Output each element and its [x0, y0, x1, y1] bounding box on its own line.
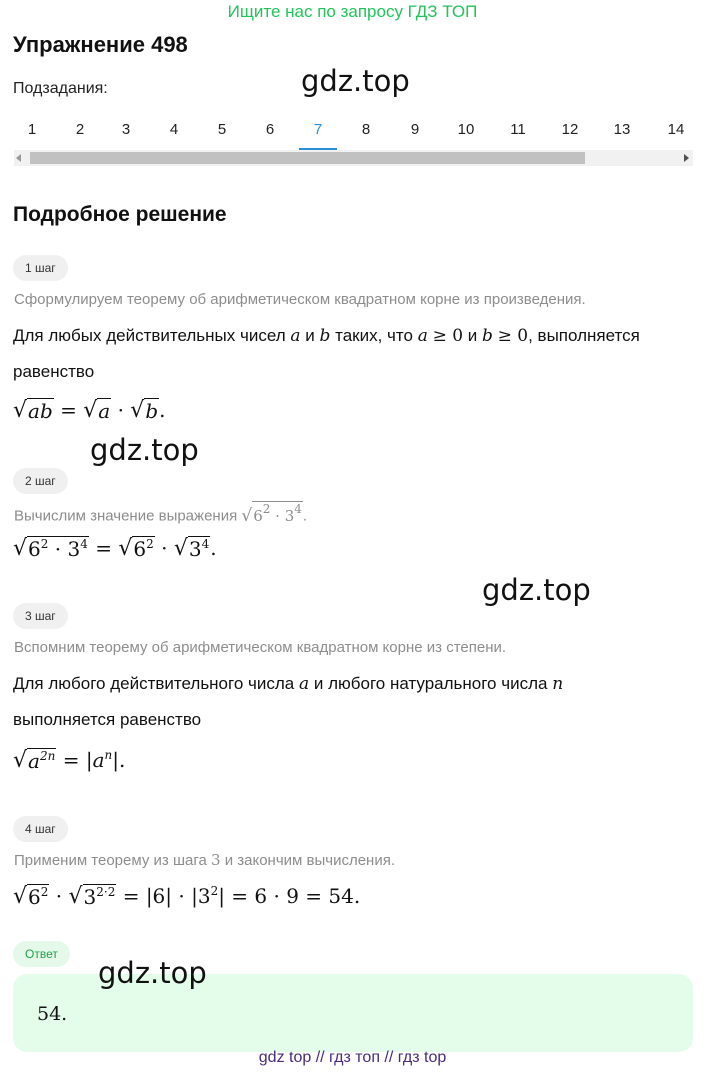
scrollbar-thumb[interactable]: [30, 152, 585, 164]
step-3-text: Для любого действительного числа a и любого натурального числа n: [13, 674, 564, 694]
footer-links: gdz top // гдз топ // гдз top: [258, 1049, 447, 1066]
tab-8[interactable]: 8: [361, 121, 371, 138]
step-1-formula: √ ab = √ a · √ b .: [13, 398, 166, 423]
step-2-formula: √ $6^2 \cdot 3^4$ = √ $6^2$ · √ $3^4$ .: [13, 536, 217, 561]
answer-value: 54.: [37, 1003, 68, 1025]
tab-10[interactable]: 10: [457, 121, 475, 138]
subtasks-label: Подзадания:: [13, 80, 108, 97]
step-4-badge: 4 шаг: [13, 816, 68, 842]
tab-11[interactable]: 11: [510, 121, 526, 138]
step-1-badge: 1 шаг: [13, 255, 68, 281]
watermark: gdz.top: [482, 573, 591, 607]
tab-9[interactable]: 9: [410, 121, 420, 138]
step-2-badge: 2 шаг: [13, 468, 68, 494]
tab-12[interactable]: 12: [561, 121, 579, 138]
step-1-hint: Сформулируем теорему об арифметическом квадратном корне из произведения.: [14, 291, 586, 308]
answer-badge: Ответ: [13, 941, 70, 967]
tab-6[interactable]: 6: [265, 121, 275, 138]
section-title: Подробное решение: [13, 203, 227, 226]
watermark: gdz.top: [98, 956, 207, 990]
step-2-hint: Вычислим значение выражения √ $6^2 \cdot 3^4$ .: [14, 502, 308, 526]
step-4-hint: Применим теорему из шага 3 и закончим вычисления.: [14, 851, 395, 869]
scroll-right-arrow-icon[interactable]: [684, 154, 689, 162]
step-1-text-cont: равенство: [13, 362, 95, 381]
tab-1[interactable]: 1: [27, 121, 37, 138]
tab-3[interactable]: 3: [121, 121, 131, 138]
tab-7[interactable]: 7: [299, 116, 337, 150]
step-3-formula: √ $a^{2n}$ = $|a^n|$.: [13, 748, 126, 773]
step-3-badge: 3 шаг: [13, 603, 68, 629]
step-3-hint: Вспомним теорему об арифметическом квадратном корне из степени.: [14, 639, 507, 656]
tab-2[interactable]: 2: [75, 121, 85, 138]
step-1-text: Для любых действительных чисел a и b таких, что a ≥ 0 и b ≥ 0, выполняется: [13, 326, 640, 346]
watermark: gdz.top: [90, 433, 199, 467]
scroll-left-arrow-icon[interactable]: [16, 154, 21, 162]
tab-13[interactable]: 13: [613, 121, 631, 138]
tab-4[interactable]: 4: [169, 121, 179, 138]
tab-5[interactable]: 5: [217, 121, 227, 138]
watermark: gdz.top: [301, 64, 410, 98]
page-title: Упражнение 498: [13, 32, 188, 57]
top-banner: Ищите нас по запросу ГДЗ ТОП: [227, 2, 478, 21]
tabs-scrollbar[interactable]: [14, 150, 693, 166]
tab-14[interactable]: 14: [667, 121, 685, 138]
subtask-tabs: [14, 116, 694, 152]
step-3-text-cont: выполняется равенство: [13, 710, 202, 729]
step-4-formula: √ $6^2$ · √ $3^{2\cdot 2}$ = $|6| \cdot |3^2| = 6 \cdot 9 = 54$.: [13, 884, 361, 909]
